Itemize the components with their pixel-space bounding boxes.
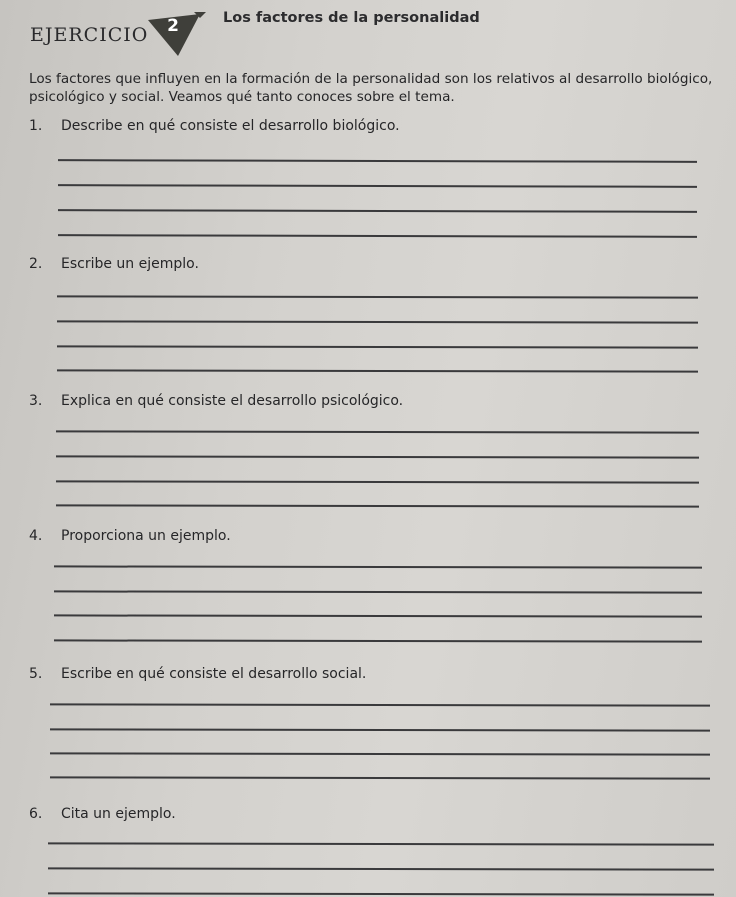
answer-line[interactable] <box>56 430 699 433</box>
answer-line[interactable] <box>54 590 702 593</box>
question-4 <box>29 528 231 544</box>
answer-line[interactable] <box>50 776 710 779</box>
question-text: Explica en qué consiste el desarrollo psicológico. <box>61 393 404 409</box>
answer-line[interactable] <box>56 455 699 458</box>
question-number: 4. <box>29 528 43 544</box>
question-2 <box>29 256 199 272</box>
answer-line[interactable] <box>48 892 714 895</box>
question-6 <box>29 806 176 822</box>
question-number: 1. <box>29 118 43 134</box>
question-3 <box>29 393 403 409</box>
question-1 <box>29 118 400 134</box>
answer-line[interactable] <box>57 295 698 298</box>
question-number: 5. <box>29 666 43 682</box>
answer-line[interactable] <box>57 320 698 323</box>
intro-paragraph: Los factores que influyen en la formación de la personalidad son los relativos al desarrollo biológico, psicológico y social. Veamos qué tanto conoces sobre el tema. <box>29 71 713 105</box>
answer-line[interactable] <box>57 345 698 348</box>
question-text: Describe en qué consiste el desarrollo biológico. <box>61 118 400 134</box>
answer-line[interactable] <box>50 752 710 755</box>
answer-line[interactable] <box>54 614 702 617</box>
question-text: Escribe un ejemplo. <box>61 256 199 272</box>
answer-line[interactable] <box>58 159 697 162</box>
question-5 <box>29 666 366 682</box>
question-text: Proporciona un ejemplo. <box>61 528 231 544</box>
exercise-title: Los factores de la personalidad <box>223 10 480 26</box>
question-number: 2. <box>29 256 43 272</box>
answer-line[interactable] <box>58 234 697 237</box>
answer-line[interactable] <box>56 504 699 507</box>
answer-line[interactable] <box>54 565 702 568</box>
exercise-label: EJERCICIO <box>30 24 149 46</box>
answer-line[interactable] <box>50 703 710 706</box>
answer-line[interactable] <box>48 842 714 845</box>
question-number: 6. <box>29 806 43 822</box>
question-text: Escribe en qué consiste el desarrollo social. <box>61 666 367 682</box>
exercise-number: 2 <box>167 16 179 36</box>
answer-line[interactable] <box>58 209 697 212</box>
answer-line[interactable] <box>58 184 697 187</box>
answer-line[interactable] <box>56 480 699 483</box>
answer-line[interactable] <box>48 867 714 870</box>
answer-line[interactable] <box>54 639 702 642</box>
answer-line[interactable] <box>57 369 698 372</box>
question-text: Cita un ejemplo. <box>61 806 176 822</box>
question-number: 3. <box>29 393 43 409</box>
answer-line[interactable] <box>50 728 710 731</box>
